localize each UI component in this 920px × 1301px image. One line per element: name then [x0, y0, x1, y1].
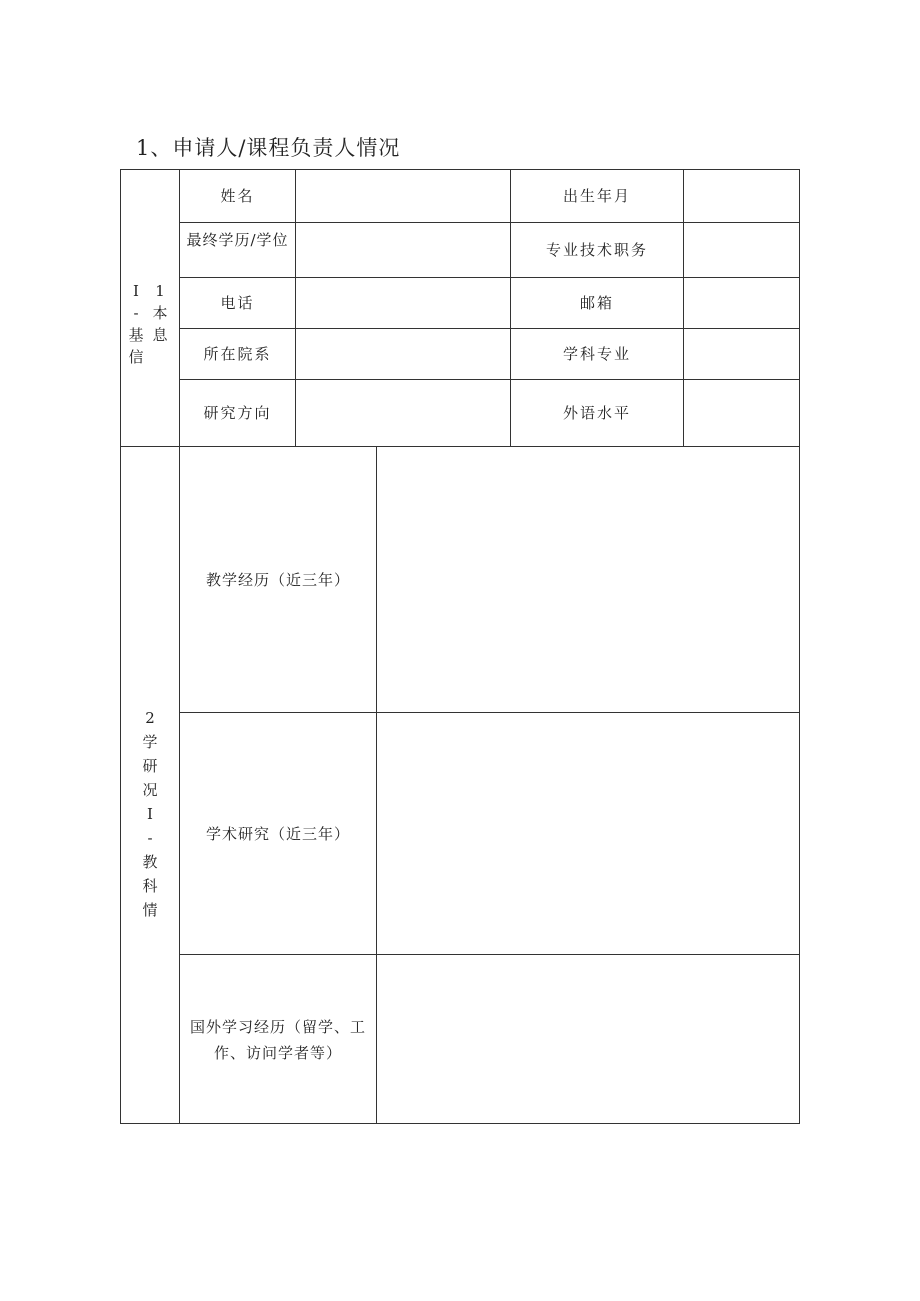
teaching-experience-field[interactable]	[377, 447, 800, 712]
overseas-experience-field[interactable]	[377, 955, 800, 1124]
section1-label-char: -	[133, 304, 139, 322]
phone-field[interactable]	[296, 278, 510, 328]
label-professional-title: 专业技术职务	[545, 241, 648, 259]
section1-label-char: 信	[128, 348, 144, 366]
department-field[interactable]	[296, 329, 510, 379]
page-title: 1、申请人/课程负责人情况	[136, 136, 401, 160]
section2-label-char: 2	[145, 709, 155, 727]
section2-label-char: 学	[142, 733, 158, 751]
label-birth-date: 出生年月	[562, 187, 631, 205]
label-research-direction: 研究方向	[203, 404, 272, 422]
section1-label-char: 1	[155, 282, 165, 300]
discipline-field[interactable]	[684, 329, 800, 379]
label-discipline: 学科专业	[562, 345, 631, 363]
overseas-label-line1: 国外学习经历（留学、工	[189, 1017, 366, 1036]
label-education-degree: 最终学历/学位	[186, 231, 289, 249]
section1-label-char: Ⅰ	[133, 282, 139, 300]
email-field[interactable]	[684, 278, 800, 328]
academic-research-field[interactable]	[377, 713, 800, 954]
label-foreign-language: 外语水平	[562, 404, 631, 422]
section1-label-char: 息	[152, 326, 168, 344]
section2-label-char: 教	[142, 853, 158, 871]
section2-label-char: Ⅰ	[147, 805, 153, 823]
section1-label-char: 本	[152, 304, 168, 322]
overseas-label-line2: 作、访问学者等）	[213, 1043, 342, 1062]
applicant-info-form	[120, 169, 800, 1124]
name-field[interactable]	[296, 170, 510, 222]
section2-label	[139, 706, 161, 922]
label-overseas-experience	[180, 955, 376, 1124]
research-direction-field[interactable]	[296, 380, 510, 446]
section1-label-char: 基	[128, 326, 144, 344]
section2-label-char: 况	[142, 781, 158, 799]
label-teaching-experience: 教学经历（近三年）	[205, 570, 350, 589]
section2-label-char: 研	[142, 757, 158, 775]
professional-title-field[interactable]	[684, 223, 800, 277]
label-academic-research: 学术研究（近三年）	[205, 824, 350, 843]
label-name: 姓名	[220, 187, 255, 205]
section2-label-char: -	[147, 829, 153, 847]
foreign-language-field[interactable]	[684, 380, 800, 446]
education-degree-field[interactable]	[296, 223, 510, 277]
label-phone: 电话	[220, 294, 255, 312]
section2-label-char: 情	[142, 901, 158, 919]
label-email: 邮箱	[579, 294, 614, 312]
section1-label-col-b	[149, 280, 171, 346]
section2-label-char: 科	[142, 877, 158, 895]
birth-date-field[interactable]	[684, 170, 800, 222]
label-department: 所在院系	[203, 345, 272, 363]
section1-label-col-a	[125, 280, 147, 368]
